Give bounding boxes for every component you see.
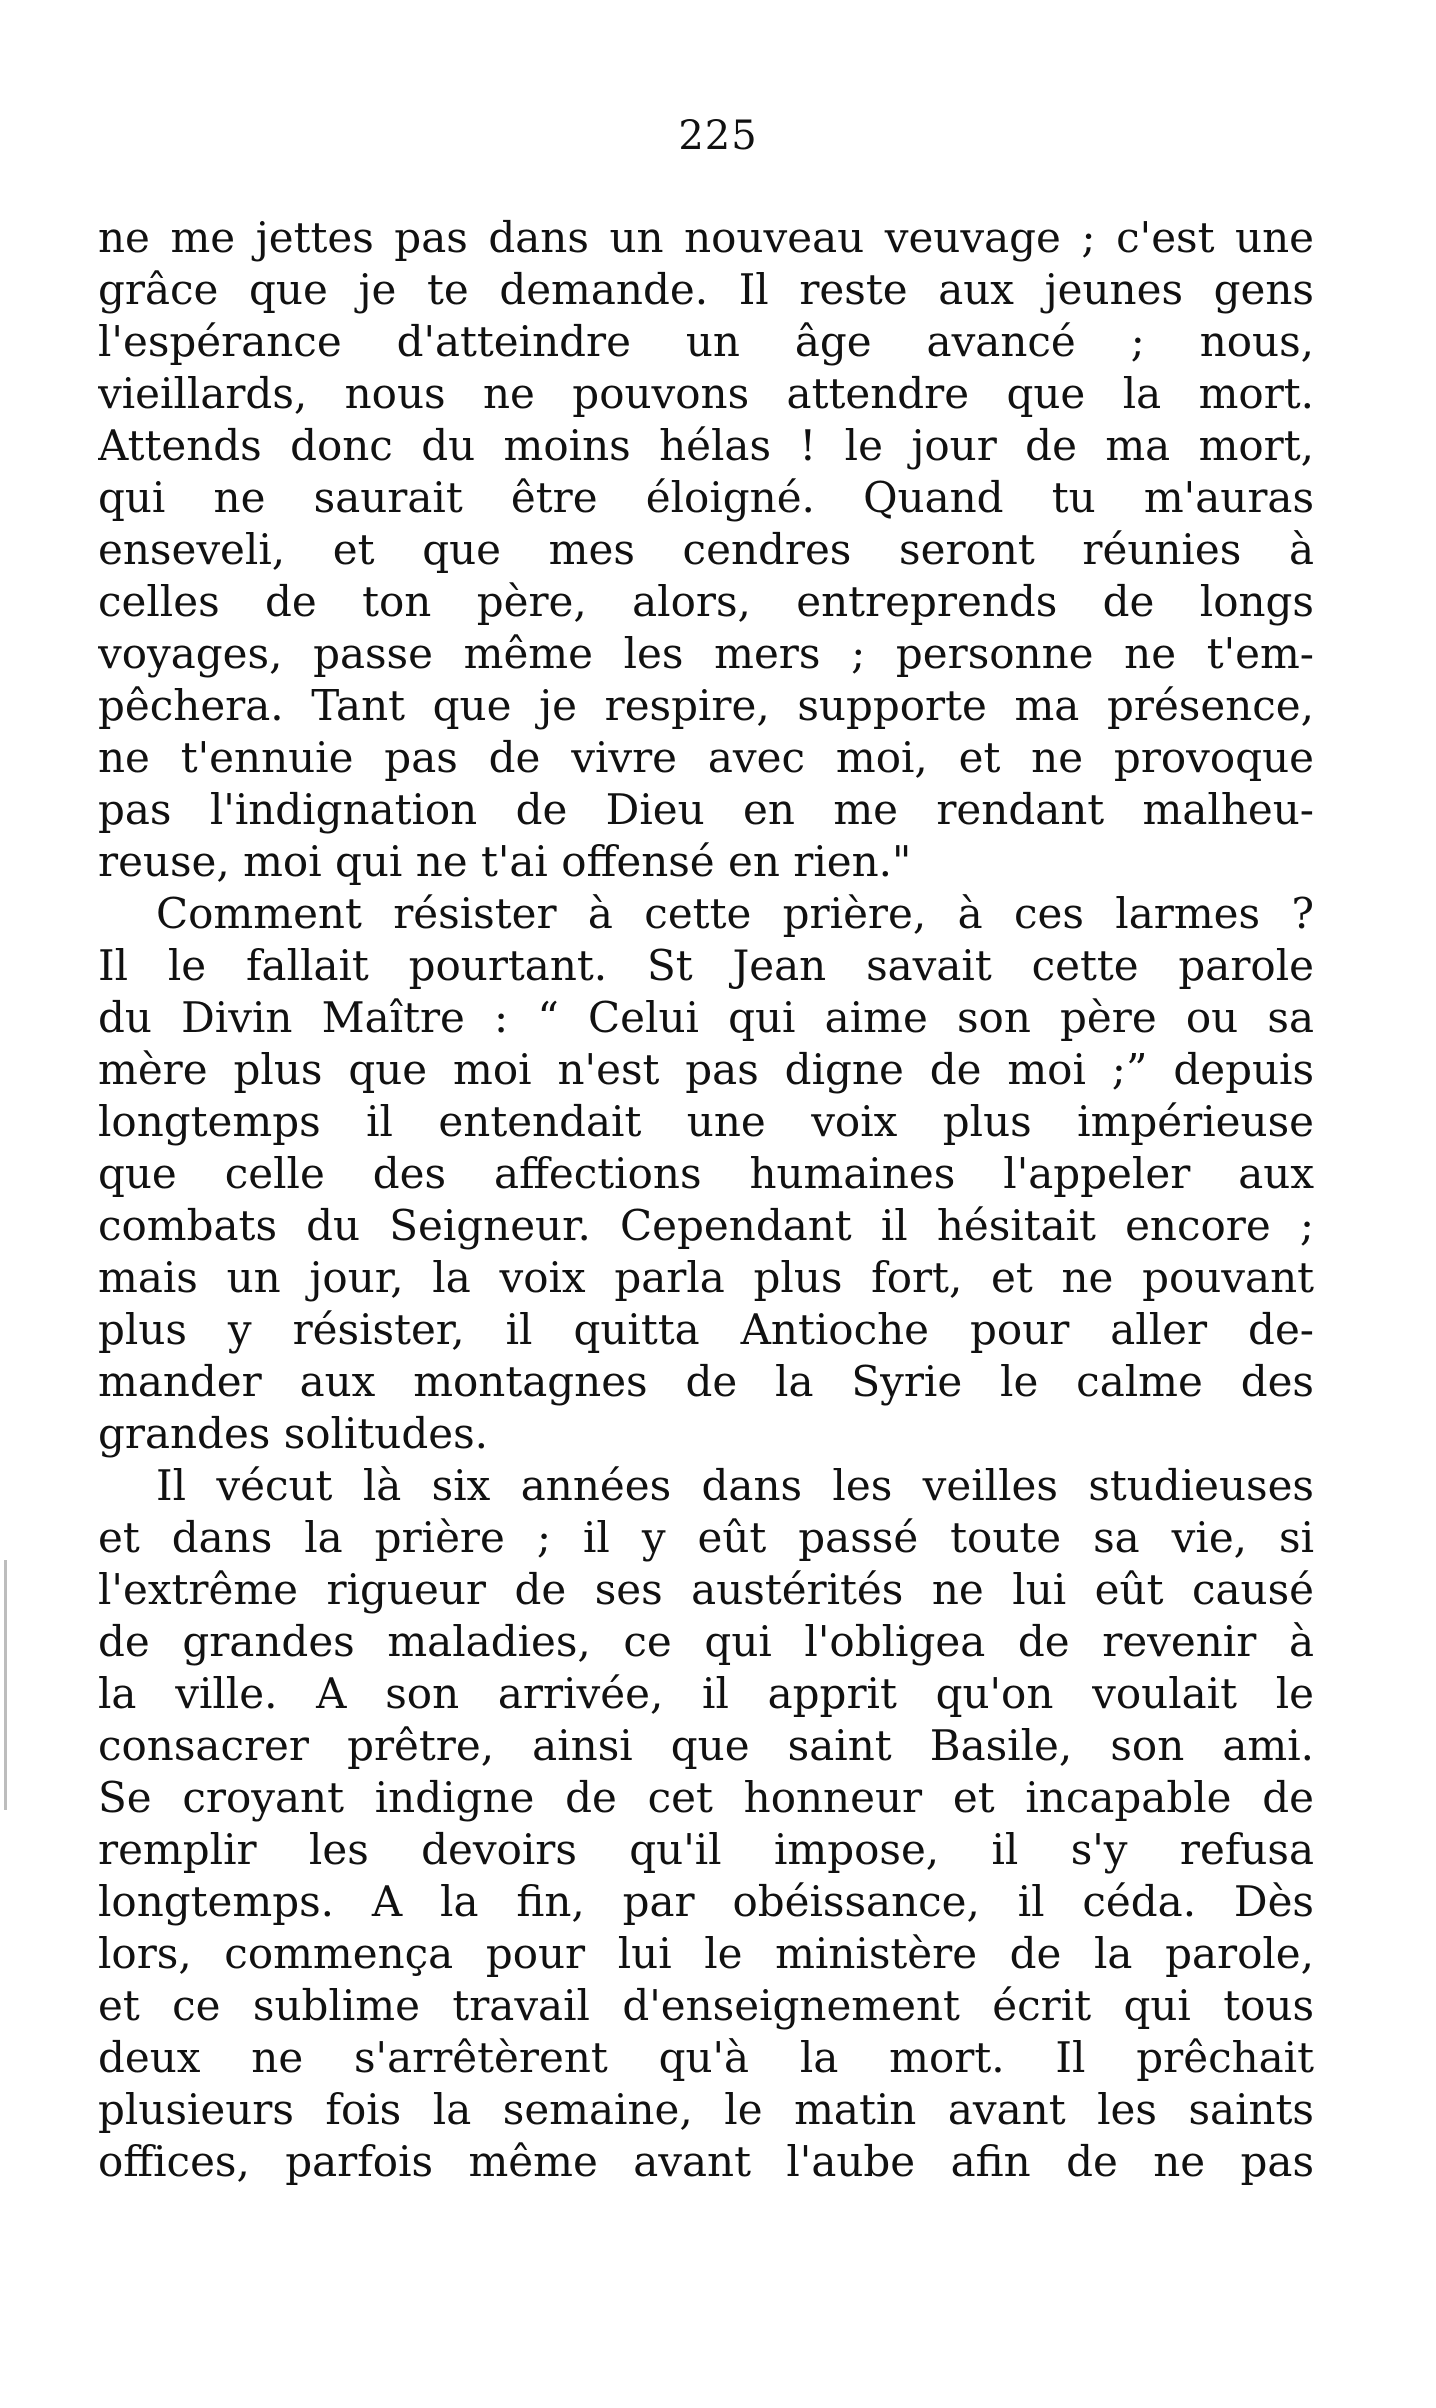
text-line: grâce que je te demande. Il reste aux jeunes gens bbox=[98, 265, 1314, 314]
text-line: celles de ton père, alors, entreprends de longs bbox=[98, 577, 1314, 626]
text-line: ne me jettes pas dans un nouveau veuvage ; c'est une bbox=[98, 213, 1314, 262]
text-line: mais un jour, la voix parla plus fort, et ne pouvant bbox=[98, 1253, 1314, 1302]
text-line: la ville. A son arrivée, il apprit qu'on voulait le bbox=[98, 1669, 1314, 1718]
paragraph-start-line: Il vécut là six années dans les veilles studieuses bbox=[156, 1461, 1314, 1510]
text-line: consacrer prêtre, ainsi que saint Basile, son ami. bbox=[98, 1721, 1314, 1770]
paragraph-start-line: Comment résister à cette prière, à ces larmes ? bbox=[156, 889, 1314, 938]
text-line: vieillards, nous ne pouvons attendre que la mort. bbox=[98, 369, 1314, 418]
text-line: deux ne s'arrêtèrent qu'à la mort. Il prêchait bbox=[98, 2033, 1314, 2082]
text-line: pas l'indignation de Dieu en me rendant malheu- bbox=[98, 785, 1314, 834]
text-line: du Divin Maître : “ Celui qui aime son père ou sa bbox=[98, 993, 1314, 1042]
text-line: offices, parfois même avant l'aube afin de ne pas bbox=[98, 2137, 1314, 2186]
text-line: reuse, moi qui ne t'ai offensé en rien." bbox=[98, 837, 912, 886]
text-line: et ce sublime travail d'enseignement écrit qui tous bbox=[98, 1981, 1314, 2030]
text-line: remplir les devoirs qu'il impose, il s'y refusa bbox=[98, 1825, 1314, 1874]
text-line: pêchera. Tant que je respire, supporte ma présence, bbox=[98, 681, 1314, 730]
text-line: lors, commença pour lui le ministère de la parole, bbox=[98, 1929, 1314, 1978]
text-line: ne t'ennuie pas de vivre avec moi, et ne provoque bbox=[98, 733, 1314, 782]
text-line: Il le fallait pourtant. St Jean savait cette parole bbox=[98, 941, 1314, 990]
text-line: grandes solitudes. bbox=[98, 1409, 488, 1458]
text-line: qui ne saurait être éloigné. Quand tu m'auras bbox=[98, 473, 1314, 522]
text-line: combats du Seigneur. Cependant il hésitait encore ; bbox=[98, 1201, 1314, 1250]
text-line: et dans la prière ; il y eût passé toute sa vie, si bbox=[98, 1513, 1314, 1562]
text-line: de grandes maladies, ce qui l'obligea de revenir à bbox=[98, 1617, 1314, 1666]
text-line: voyages, passe même les mers ; personne ne t'em- bbox=[98, 629, 1314, 678]
body-text bbox=[98, 212, 1314, 2188]
text-line: plus y résister, il quitta Antioche pour aller de- bbox=[98, 1305, 1314, 1354]
page-number: 225 bbox=[678, 113, 758, 159]
text-line: Attends donc du moins hélas ! le jour de ma mort, bbox=[98, 421, 1314, 470]
text-line: longtemps. A la fin, par obéissance, il céda. Dès bbox=[98, 1877, 1314, 1926]
text-line: l'extrême rigueur de ses austérités ne lui eût causé bbox=[98, 1565, 1314, 1614]
text-line: plusieurs fois la semaine, le matin avant les saints bbox=[98, 2085, 1314, 2134]
text-line: l'espérance d'atteindre un âge avancé ; nous, bbox=[98, 317, 1314, 366]
margin-rule bbox=[4, 1560, 7, 1810]
text-line: Se croyant indigne de cet honneur et incapable de bbox=[98, 1773, 1314, 1822]
text-line: que celle des affections humaines l'appeler aux bbox=[98, 1149, 1314, 1198]
text-line: longtemps il entendait une voix plus impérieuse bbox=[98, 1097, 1314, 1146]
text-line: mander aux montagnes de la Syrie le calme des bbox=[98, 1357, 1314, 1406]
text-line: mère plus que moi n'est pas digne de moi ;” depuis bbox=[98, 1045, 1314, 1094]
text-line: enseveli, et que mes cendres seront réunies à bbox=[98, 525, 1314, 574]
